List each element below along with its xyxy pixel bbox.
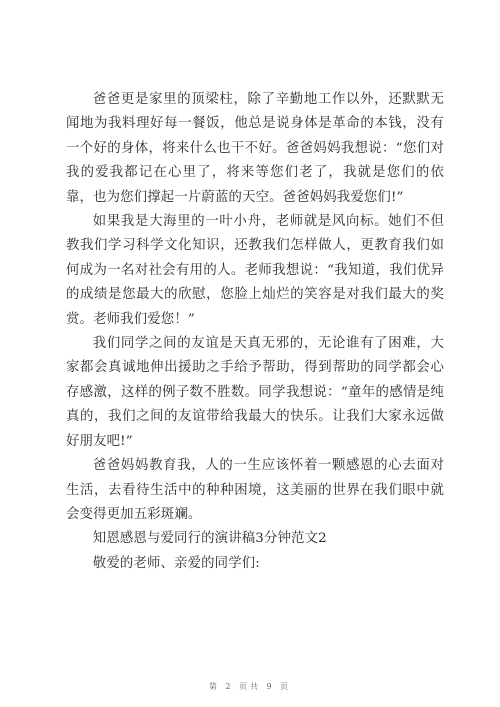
speech-greeting: 敬爱的老师、亲爱的同学们: — [92, 555, 260, 571]
document-body — [66, 88, 444, 576]
page-number-footer: 第 2 页共 9 页 — [208, 682, 292, 691]
paragraph-gratitude: 爸爸妈妈教育我，人的一生应该怀着一颗感恩的心去面对生活，去看待生活中的种种困境，这美丽的世界在我们眼中就会变得更加五彩斑斓。 — [66, 458, 444, 522]
speech-title: 知恩感恩与爱同行的演讲稿3分钟范文2 — [92, 531, 327, 547]
paragraph-classmates: 我们同学之间的友谊是天真无邪的，无论谁有了困难，大家都会真诚地伸出援助之手给予帮助，得到帮助的同学都会心存感激，这样的例子数不胜数。同学我想说：“童年的感情是纯真的，我们之间的友谊带给我最大的快乐。让我们大家永远做好朋友吧!” — [66, 336, 444, 449]
paragraph-teacher: 如果我是大海里的一叶小舟，老师就是风向标。她们不但教我们学习科学文化知识，还教我们怎样做人，更教育我们如何成为一名对社会有用的人。老师我想说：“我知道，我们优异的成绩是您最大的欣慰，您脸上灿烂的笑容是对我们最大的奖赏。老师我们爱您！” — [66, 214, 444, 327]
paragraph-parents-father: 爸爸更是家里的顶梁柱，除了辛勤地工作以外，还默默无闻地为我料理好每一餐饭，他总是说身体是革命的本钱，没有一个好的身体，将来什么也干不好。爸爸妈妈我想说：“您们对我的爱我都记在心里了，将来等您们老了，我就是您们的依靠，也为您们撑起一片蔚蓝的天空。爸爸妈妈我爱您们!” — [66, 92, 444, 205]
